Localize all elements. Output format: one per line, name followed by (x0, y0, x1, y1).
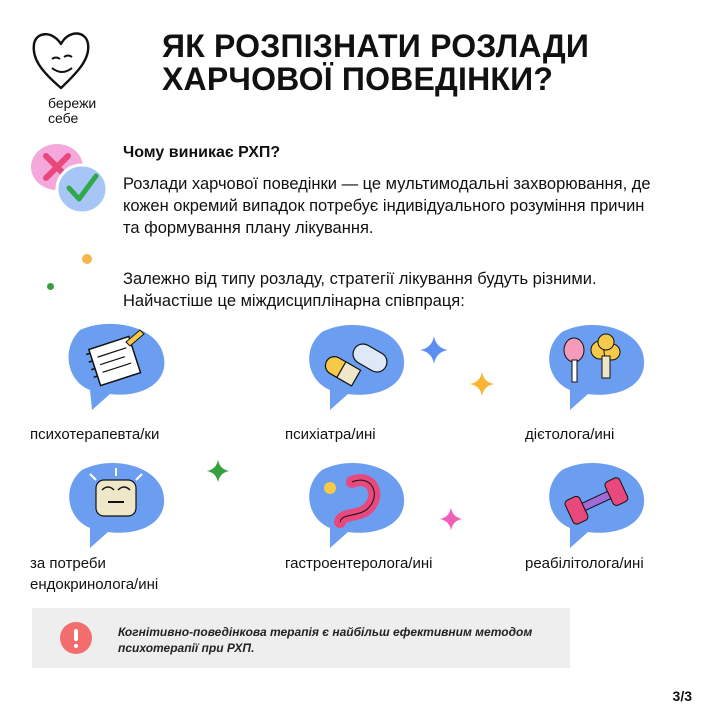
logo-text: бережи себе (48, 95, 97, 126)
dumbbell-icon (540, 460, 650, 552)
logo (30, 28, 100, 128)
page-title: ЯК РОЗПІЗНАТИ РОЗЛАДИ ХАРЧОВОЇ ПОВЕДІНКИ? (162, 28, 590, 97)
specialist-psychotherapist (60, 322, 230, 412)
specialist-label: психотерапевта/ки (30, 426, 160, 443)
specialist-endocrinologist (60, 460, 230, 550)
sparkle-yellow (468, 370, 496, 398)
specialist-rehabilitation (540, 460, 710, 550)
page-number: 3/3 (672, 688, 692, 704)
specialist-label: дієтолога/ині (525, 426, 615, 443)
question-heading: Чому виникає РХП? (123, 144, 281, 161)
specialist-psychiatrist (300, 322, 470, 412)
note-text: Когнітивно-поведінкова терапія є найбільш ефективним методом психотерапії при РХП. (118, 625, 533, 655)
info-note (32, 608, 570, 668)
paragraph-intro: Розлади харчової поведінки — це мультимодальні захворювання, де кожен окремий випадок потребує індивідуального розуміння причин та формування плану лікування. (123, 175, 651, 237)
orange-dot (82, 254, 92, 264)
specialist-dietitian (540, 322, 710, 412)
checkmark-icon (54, 162, 110, 216)
thyroid-icon (60, 460, 170, 552)
specialist-label: за потреби ендокринолога/ині (30, 555, 159, 593)
green-dot (47, 283, 54, 290)
specialist-label: реабілітолога/ині (525, 555, 644, 572)
notebook-icon (60, 322, 170, 414)
specialist-label: гастроентеролога/ині (285, 555, 433, 572)
specialist-label: психіатра/ині (285, 426, 376, 443)
food-icon (540, 322, 650, 414)
stomach-icon (300, 460, 410, 552)
specialist-gastroenterologist (300, 460, 470, 550)
paragraph-strategy: Залежно від типу розладу, стратегії лікування будуть різними. Найчастіше це міждисциплінарна співпраця: (123, 270, 597, 310)
heart-icon (30, 28, 92, 92)
alert-icon (60, 622, 92, 654)
pills-icon (300, 322, 410, 414)
